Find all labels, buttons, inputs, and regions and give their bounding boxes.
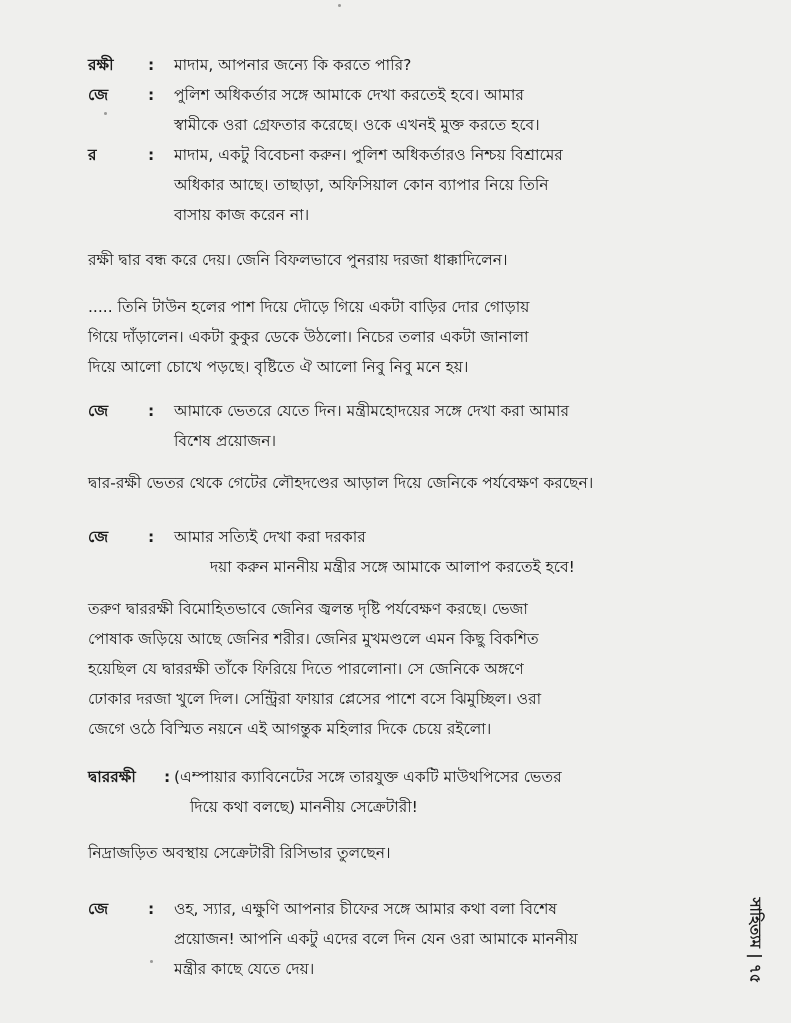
paragraph-line: পোষাক জড়িয়ে আছে জেনির শরীর। জেনির মুখমণ্ডলে এমন কিছু বিকশিত [88, 630, 539, 648]
dialogue-line: বিশেষ প্রয়োজন। [174, 432, 277, 450]
colon: : [148, 528, 155, 546]
dialogue-row [88, 50, 678, 80]
dialogue-line: দয়া করুন মাননীয় মন্ত্রীর সঙ্গে আমাকে আলাপ করতেই হবে! [210, 558, 575, 576]
speaker-label: রক্ষী [88, 56, 114, 74]
paragraph-3 [88, 468, 678, 498]
colon: : [148, 56, 155, 74]
dialogue-row [88, 762, 678, 822]
paragraph-line: রক্ষী দ্বার বন্ধ করে দেয়। জেনি বিফলভাবে পুনরায় দরজা ধাক্কাদিলেন। [88, 251, 508, 269]
paragraph-2 [88, 292, 678, 382]
paragraph-line: জেগে ওঠে বিস্মিত নয়নে এই আগন্তুক মহিলার দিকে চেয়ে রইলো। [88, 720, 492, 738]
speaker-label: দ্বাররক্ষী [88, 768, 136, 786]
speaker-label: জে [88, 402, 109, 420]
dialogue-block-1 [88, 50, 678, 230]
scan-speck [150, 960, 153, 963]
dialogue-block-5 [88, 894, 678, 984]
dialogue-line: (এম্পায়ার ক্যাবিনেটের সঙ্গে তারযুক্ত একটি মাউথপিসের ভেতর [174, 768, 562, 786]
colon: : [148, 146, 155, 164]
dialogue-line: প্রয়োজন! আপনি একটু এদের বলে দিন যেন ওরা আমাকে মাননীয় [174, 930, 578, 948]
dialogue-row [88, 396, 678, 456]
dialogue-block-2 [88, 396, 678, 456]
colon: : [148, 900, 155, 918]
dialogue-line: পুলিশ অধিকর্তার সঙ্গে আমাকে দেখা করতেই হবে। আমার [174, 86, 524, 104]
dialogue-line: অধিকার আছে। তাছাড়া, অফিসিয়াল কোন ব্যাপার নিয়ে তিনি [174, 176, 549, 194]
speaker-label: জে [88, 900, 109, 918]
dialogue-block-3 [88, 522, 678, 582]
colon: : [148, 402, 155, 420]
dialogue-row [88, 140, 678, 230]
side-page-label [743, 880, 765, 1000]
paragraph-line: গিয়ে দাঁড়ালেন। একটা কুকুর ডেকে উঠলো। নিচের তলার একটা জানালা [88, 328, 529, 346]
speaker-label: জে [88, 86, 109, 104]
paragraph-line: ..... তিনি টাউন হলের পাশ দিয়ে দৌড়ে গিয়ে একটা বাড়ির দোর গোড়ায় [88, 298, 530, 316]
dialogue-line: মন্ত্রীর কাছে যেতে দেয়। [174, 960, 315, 978]
paragraph-line: দিয়ে আলো চোখে পড়ছে। বৃষ্টিতে ঐ আলো নিবু নিবু মনে হয়। [88, 358, 469, 376]
page-number: সাহিত্যম | ৭৫ [746, 897, 765, 983]
scan-speck [338, 4, 341, 7]
paragraph-4 [88, 594, 678, 744]
paragraph-line: তরুণ দ্বাররক্ষী বিমোহিতভাবে জেনির জ্বলন্ত দৃষ্টি পর্যবেক্ষণ করছে। ভেজা [88, 600, 528, 618]
dialogue-line: বাসায় কাজ করেন না। [174, 206, 310, 224]
dialogue-row [88, 522, 678, 582]
paragraph-line: ঢোকার দরজা খুলে দিল। সেন্ট্রিরা ফায়ার প্লেসের পাশে বসে ঝিমুচ্ছিল। ওরা [88, 690, 542, 708]
speaker-label: র [88, 146, 97, 164]
scan-speck [104, 112, 107, 115]
colon: : [148, 86, 155, 104]
speaker-label: জে [88, 528, 109, 546]
dialogue-line: দিয়ে কথা বলছে) মাননীয় সেক্রেটারী! [190, 798, 418, 816]
paragraph-1 [88, 245, 678, 275]
dialogue-line: মাদাম, আপনার জন্যে কি করতে পারি? [174, 56, 412, 74]
paragraph-5 [88, 838, 678, 868]
dialogue-line: আমার সত্যিই দেখা করা দরকার [174, 528, 366, 546]
dialogue-line: স্বামীকে ওরা গ্রেফতার করেছে। ওকে এখনই মুক্ত করতে হবে। [174, 116, 540, 134]
dialogue-row [88, 894, 678, 984]
dialogue-row [88, 80, 678, 140]
paragraph-line: হয়েছিল যে দ্বাররক্ষী তাঁকে ফিরিয়ে দিতে পারলোনা। সে জেনিকে অঙ্গণে [88, 660, 524, 678]
colon: : [164, 768, 171, 786]
dialogue-line: ওহ, স্যার, এক্ষুণি আপনার চীফের সঙ্গে আমার কথা বলা বিশেষ [174, 900, 557, 918]
dialogue-line: আমাকে ভেতরে যেতে দিন। মন্ত্রীমহোদয়ের সঙ্গে দেখা করা আমার [174, 402, 570, 420]
dialogue-block-4 [88, 762, 678, 822]
paragraph-line: নিদ্রাজড়িত অবস্থায় সেক্রেটারী রিসিভার তুলছেন। [88, 844, 391, 862]
paragraph-line: দ্বার-রক্ষী ভেতর থেকে গেটের লৌহদণ্ডের আড়াল দিয়ে জেনিকে পর্যবেক্ষণ করছেন। [88, 474, 594, 492]
dialogue-line: মাদাম, একটু বিবেচনা করুন। পুলিশ অধিকর্তারও নিশ্চয় বিশ্রামের [174, 146, 563, 164]
